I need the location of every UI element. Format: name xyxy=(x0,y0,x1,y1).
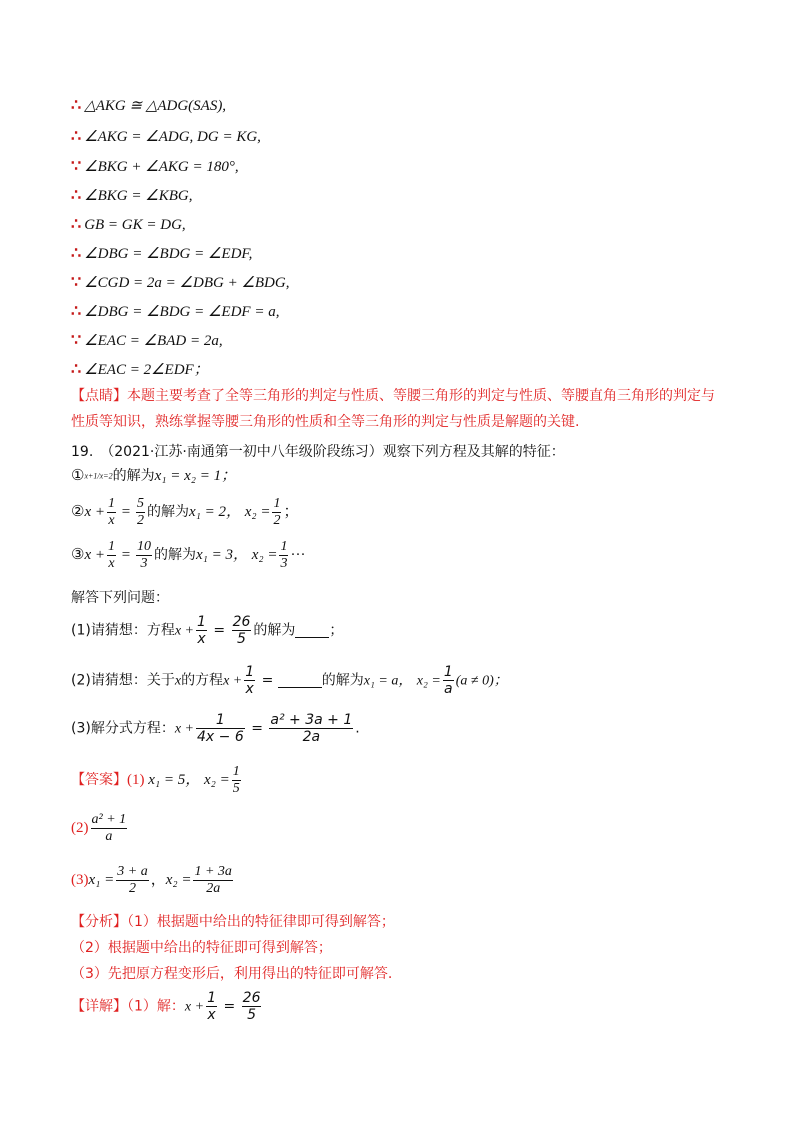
example-1-equation: x+1/x=2 xyxy=(84,471,113,481)
condition-text: (a ≠ 0)； xyxy=(455,673,508,689)
fraction: $\frac{5}{2}$ xyxy=(136,496,144,529)
proof-text: ∠CGD = 2a = ∠DBG + ∠BDG, xyxy=(84,275,290,291)
fraction: $\frac{1}{5}$ xyxy=(232,764,240,797)
detail-tag: 【详解】 xyxy=(71,998,127,1015)
answer-blank[interactable] xyxy=(278,673,322,688)
fraction: $\frac{1 + 3a}{2a}$ xyxy=(194,864,232,897)
proof-text: ∠BKG = ∠KBG, xyxy=(84,188,193,204)
answer-label: (3) xyxy=(71,872,89,888)
question-19-header: 19. （2021·江苏·南通第一初中八年级阶段练习）观察下列方程及其解的特征： xyxy=(71,444,565,460)
detail-text: （1）解： xyxy=(127,998,185,1015)
fraction: $\frac{1}{x}$ xyxy=(245,664,255,697)
proof-line-9 xyxy=(71,331,223,351)
proof-text: ∠BKG + ∠AKG = 180°, xyxy=(84,159,239,175)
proof-text: ∠DBG = ∠BDG = ∠EDF, xyxy=(84,246,253,262)
analysis-text: （1）根据题中给出的特征律即可得到解答； xyxy=(127,914,395,930)
example-1 xyxy=(71,466,236,487)
part-label: (3)解分式方程： xyxy=(71,720,175,737)
proof-text: ∠DBG = ∠BDG = ∠EDF = a, xyxy=(84,304,280,320)
fraction: $\frac{26}{5}$ xyxy=(242,990,261,1023)
answer-1-x1: x₁ = 5， xyxy=(148,772,201,788)
analysis-line-2 xyxy=(71,938,332,958)
therefore-symbol: ∴ xyxy=(71,245,82,262)
example-3-x2-label: x₂ = xyxy=(251,547,278,563)
proof-line-2 xyxy=(71,127,261,147)
part-1: (1)请猜想：方程x + $\frac{1}{x}$ = $\frac{26}{5}$ 的解为 ； xyxy=(71,614,344,647)
answer-1-x2-label: x₂ = xyxy=(204,772,230,788)
detail-line: 【详解】（1）解：x + $\frac{1}{x}$ = $\frac{26}{5}$ xyxy=(71,990,261,1023)
part-label: (2)请猜想：关于 xyxy=(71,672,175,689)
fraction: $\frac{1}{2}$ xyxy=(273,496,281,529)
fraction: $\frac{3 + a}{2}$ xyxy=(117,864,148,897)
therefore-symbol: ∴ xyxy=(71,187,82,204)
answer-1 xyxy=(71,764,243,797)
proof-line-3 xyxy=(71,157,239,177)
answer-label: (1) xyxy=(127,772,145,788)
dianjing-text: 本题主要考查了全等三角形的判定与性质、等腰三角形的判定与性质、等腰直角三角形的判定与 xyxy=(127,388,715,404)
fraction: $\frac{1}{a}$ xyxy=(443,664,453,697)
example-2-x2-label: x₂ = xyxy=(244,504,271,520)
fraction: $\frac{1}{3}$ xyxy=(280,539,288,572)
fraction: $\frac{1}{x}$ xyxy=(207,990,217,1023)
part-2-x2-label: x₂ = xyxy=(416,673,441,689)
fraction: $\frac{\text{a² + 3a + 1}}{2a}$ xyxy=(270,712,353,745)
dianjing-text: 性质等知识，熟练掌握等腰三角形的性质和全等三角形的判定与性质是解题的关键. xyxy=(71,414,580,430)
fraction: $\frac{\text{a² + 1}}{a}$ xyxy=(91,812,127,845)
example-3-x1: x₁ = 3， xyxy=(195,547,248,563)
example-3: ③x + $\frac{1}{x}$ = $\frac{10}{3}$ 的解为x₁ = 3， x₂ = $\frac{1}{3}$ ··· xyxy=(71,539,306,572)
proof-text: ∠EAC = 2∠EDF； xyxy=(84,362,209,378)
answer-tag: 【答案】 xyxy=(71,772,127,788)
proof-text: GB = GK = DG, xyxy=(84,217,186,233)
answer-2 xyxy=(71,812,129,845)
fraction: $\frac{10}{3}$ xyxy=(136,539,151,572)
example-number: ② xyxy=(71,504,85,520)
therefore-symbol: ∴ xyxy=(71,361,82,378)
example-2: ②x + $\frac{1}{x}$ = $\frac{5}{2}$ 的解为x₁ = 2， x₂ = $\frac{1}{2}$ ； xyxy=(71,496,299,529)
fraction: $\frac{1}{x}$ xyxy=(107,496,115,529)
fraction: $\frac{1}{x}$ xyxy=(197,614,206,647)
analysis-text: （2）根据题中给出的特征即可得到解答； xyxy=(71,940,332,956)
dianjing-line-2 xyxy=(71,412,579,432)
fraction: $\frac{1}{4x - 6}$ xyxy=(197,712,244,745)
example-text: 的解为 xyxy=(153,547,196,563)
example-1-solution: x₁ = x₂ = 1； xyxy=(154,468,237,484)
example-text: 的解为 xyxy=(146,504,189,520)
dianjing-line-1 xyxy=(71,386,715,406)
analysis-line-1 xyxy=(71,912,395,932)
because-symbol: ∵ xyxy=(71,332,82,349)
answer-3-x1-label: x₁ = xyxy=(88,872,115,888)
part-2: (2)请猜想：关于x的方程x + $\frac{1}{x}$ = 的解为x₁ = a， x₂ = $\frac{1}{a}$ (a ≠ 0)； xyxy=(71,664,508,697)
dianjing-tag: 【点睛】 xyxy=(71,388,127,404)
example-number: ③ xyxy=(71,547,85,563)
part-label: (1)请猜想：方程 xyxy=(71,622,175,639)
because-symbol: ∵ xyxy=(71,274,82,291)
answer-3-x2-label: x₂ = xyxy=(165,872,192,888)
proof-line-8 xyxy=(71,302,279,322)
proof-line-1 xyxy=(71,96,226,116)
fraction: $\frac{1}{x}$ xyxy=(107,539,115,572)
proof-text: ∠EAC = ∠BAD = 2a, xyxy=(84,333,223,349)
example-text: 的解为 xyxy=(112,468,155,484)
analysis-line-3 xyxy=(71,964,392,984)
because-symbol: ∵ xyxy=(71,158,82,175)
answer-blank[interactable] xyxy=(295,623,329,638)
proof-line-5 xyxy=(71,215,186,235)
answer-label: (2) xyxy=(71,820,89,836)
proof-line-7 xyxy=(71,273,289,293)
part-3: (3)解分式方程：x + $\frac{1}{4x - 6}$ = $\frac{\text{a² + 3a + 1}}{2a}$ . xyxy=(71,712,360,745)
analysis-tag: 【分析】 xyxy=(71,914,127,930)
therefore-symbol: ∴ xyxy=(71,128,82,145)
therefore-symbol: ∴ xyxy=(71,303,82,320)
proof-line-10 xyxy=(71,360,209,380)
part-2-x1: x₁ = a， xyxy=(363,673,413,689)
example-number: ① xyxy=(71,468,85,484)
therefore-symbol: ∴ xyxy=(71,97,82,114)
fraction: $\frac{26}{5}$ xyxy=(232,614,251,647)
proof-line-6 xyxy=(71,244,252,264)
prompt-text: 解答下列问题： xyxy=(71,590,169,606)
analysis-text: （3）先把原方程变形后，利用得出的特征即可解答. xyxy=(71,966,393,982)
proof-text: ∠AKG = ∠ADG, DG = KG, xyxy=(84,129,261,145)
therefore-symbol: ∴ xyxy=(71,216,82,233)
answer-3: (3)x₁ = $\frac{3 + a}{2}$ ，x₂ = $\frac{1 + 3a}{2a}$ xyxy=(71,864,232,897)
proof-text: △AKG ≅ △ADG(SAS), xyxy=(84,98,227,114)
proof-line-4 xyxy=(71,186,192,206)
example-2-x1: x₁ = 2， xyxy=(188,504,241,520)
